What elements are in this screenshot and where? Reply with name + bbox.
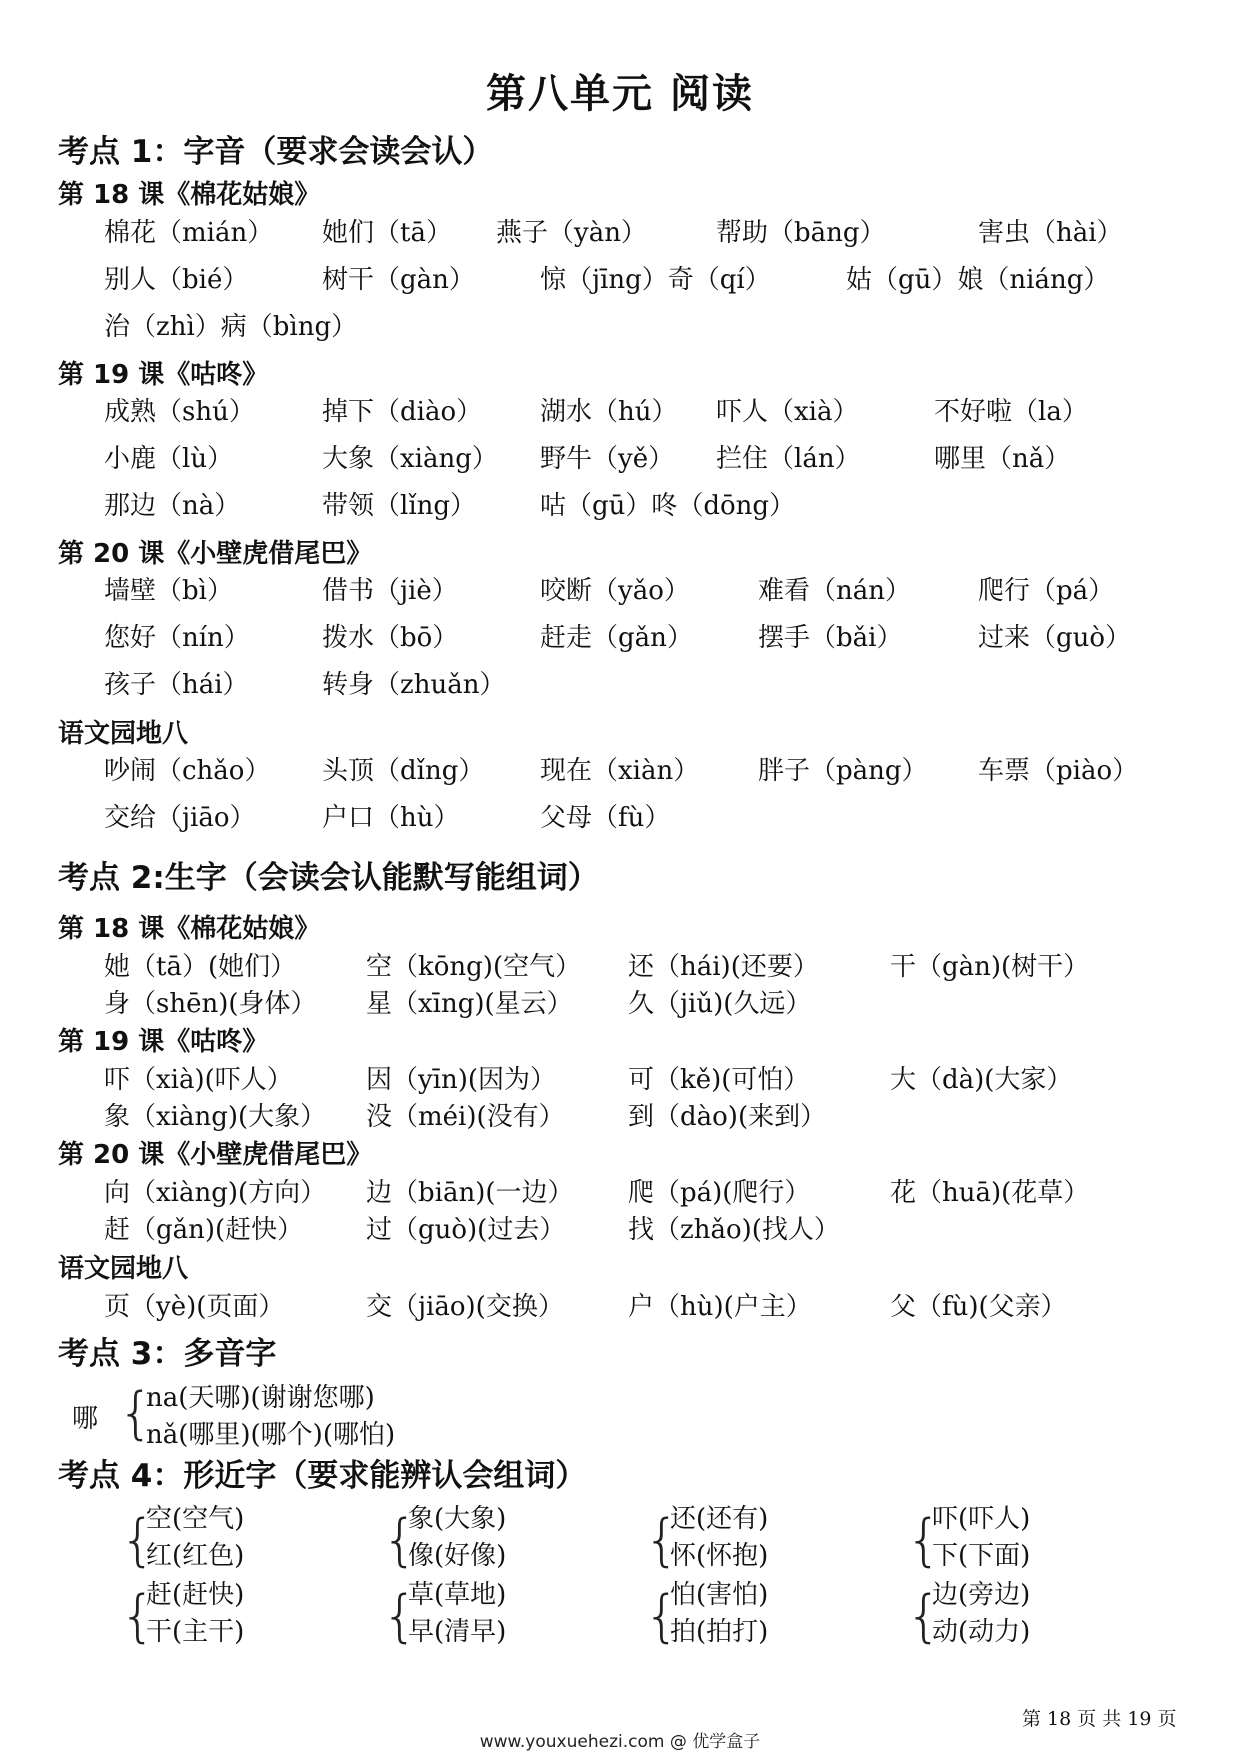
word-entry: 孩子（hái） (104, 670, 249, 700)
word-entry: 惊（jīng）奇（qí） (540, 265, 771, 295)
brace-icon: { (644, 1508, 680, 1573)
char-entry: 象（xiàng)(大象） (104, 1102, 327, 1132)
word-entry: 姑（gū）娘（niáng） (846, 265, 1110, 295)
lesson-heading-18: 第 18 课《棉花姑娘》 (58, 180, 321, 210)
word-entry: 咕（gū）咚（dōng） (540, 491, 796, 521)
word-entry: 害虫（hài） (978, 218, 1123, 248)
similar-char: 早(清早) (408, 1617, 507, 1647)
word-entry: 拦住（lán） (716, 444, 861, 474)
similar-char: 空(空气) (146, 1504, 245, 1534)
char-entry: 还（hái)(还要） (628, 952, 819, 982)
brace-icon: { (906, 1584, 942, 1649)
similar-char: 怀(怀抱) (670, 1541, 769, 1571)
similar-char: 下(下面) (932, 1541, 1031, 1571)
similar-char: 红(红色) (146, 1541, 245, 1571)
word-entry: 那边（nà） (104, 491, 241, 521)
brace-icon: { (906, 1508, 942, 1573)
word-entry: 咬断（yǎo） (540, 576, 690, 606)
char-entry: 花（huā)(花草） (890, 1178, 1090, 1208)
word-entry: 借书（jiè） (322, 576, 458, 606)
char-entry: 空（kōng)(空气） (366, 952, 582, 982)
word-entry: 大象（xiàng） (322, 444, 498, 474)
char-entry: 爬（pá)(爬行） (628, 1178, 811, 1208)
section-heading-2: 考点 2:生字（会读会认能默写能组词） (58, 860, 599, 896)
char-entry: 大（dà)(大家） (890, 1065, 1073, 1095)
char-entry: 页（yè)(页面） (104, 1292, 285, 1322)
section-heading-3: 考点 3：多音字 (58, 1336, 277, 1372)
char-entry: 星（xīng)(星云） (366, 989, 573, 1019)
polyphonic-char: 哪 (72, 1404, 99, 1434)
page-title: 第八单元 阅读 (486, 71, 754, 117)
brace-icon: { (644, 1584, 680, 1649)
brace-icon: { (382, 1584, 418, 1649)
lesson-heading-20b: 第 20 课《小壁虎借尾巴》 (58, 1140, 373, 1170)
word-entry: 带领（lǐng） (322, 491, 477, 521)
char-entry: 因（yīn)(因为） (366, 1065, 557, 1095)
similar-char: 象(大象) (408, 1504, 507, 1534)
char-entry: 身（shēn)(身体） (104, 989, 317, 1019)
word-entry: 帮助（bāng） (716, 218, 886, 248)
brace-icon: { (120, 1508, 156, 1573)
char-entry: 她（tā）(她们） (104, 952, 297, 982)
brace-icon: { (120, 1584, 156, 1649)
brace-icon: { (382, 1508, 418, 1573)
word-entry: 她们（tā） (322, 218, 452, 248)
char-entry: 干（gàn)(树干） (890, 952, 1090, 982)
char-entry: 户（hù)(户主） (628, 1292, 812, 1322)
char-entry: 找（zhǎo)(找人） (628, 1215, 840, 1245)
polyphonic-reading: nǎ(哪里)(哪个)(哪怕) (146, 1420, 396, 1450)
char-entry: 没（méi)(没有） (366, 1102, 565, 1132)
word-entry: 父母（fù） (540, 803, 671, 833)
similar-char: 草(草地) (408, 1580, 507, 1610)
similar-char: 怕(害怕) (670, 1580, 769, 1610)
word-entry: 头顶（dǐng） (322, 756, 485, 786)
word-entry: 不好啦（la） (934, 397, 1088, 427)
site-watermark: www.youxuehezi.com @ 优学盒子 (479, 1732, 761, 1752)
lesson-heading-19: 第 19 课《咕咚》 (58, 360, 269, 390)
word-entry: 胖子（pàng） (758, 756, 928, 786)
similar-char: 干(主干) (146, 1617, 245, 1647)
lesson-heading-18b: 第 18 课《棉花姑娘》 (58, 914, 321, 944)
word-entry: 燕子（yàn） (496, 218, 647, 248)
lesson-heading-19b: 第 19 课《咕咚》 (58, 1027, 269, 1057)
similar-char: 边(旁边) (932, 1580, 1031, 1610)
page-number: 第 18 页 共 19 页 (1022, 1708, 1177, 1730)
similar-char: 拍(拍打) (670, 1617, 769, 1647)
word-entry: 野牛（yě） (540, 444, 675, 474)
lesson-heading-20: 第 20 课《小壁虎借尾巴》 (58, 539, 373, 569)
brace-icon: { (118, 1381, 154, 1446)
char-entry: 赶（gǎn)(赶快） (104, 1215, 304, 1245)
word-entry: 爬行（pá） (978, 576, 1115, 606)
word-entry: 赶走（gǎn） (540, 623, 693, 653)
similar-char: 赶(赶快) (146, 1580, 245, 1610)
word-entry: 棉花（mián） (104, 218, 274, 248)
word-entry: 湖水（hú） (540, 397, 678, 427)
lesson-heading-yuwen: 语文园地八 (58, 719, 189, 749)
word-entry: 您好（nín） (104, 623, 250, 653)
similar-char: 像(好像) (408, 1541, 507, 1571)
char-entry: 久（jiǔ)(久远） (628, 989, 812, 1019)
lesson-heading-yuwen-b: 语文园地八 (58, 1254, 189, 1284)
word-entry: 哪里（nǎ） (934, 444, 1071, 474)
word-entry: 墙壁（bì） (104, 576, 233, 606)
char-entry: 父（fù)(父亲） (890, 1292, 1067, 1322)
char-entry: 吓（xià)(吓人） (104, 1065, 293, 1095)
word-entry: 小鹿（lù） (104, 444, 234, 474)
similar-char: 吓(吓人) (932, 1504, 1031, 1534)
word-entry: 治（zhì）病（bìng） (104, 312, 358, 342)
word-entry: 吓人（xià） (716, 397, 859, 427)
char-entry: 向（xiàng)(方向） (104, 1178, 327, 1208)
char-entry: 过（guò)(过去） (366, 1215, 566, 1245)
word-entry: 转身（zhuǎn） (322, 670, 506, 700)
char-entry: 边（biān)(一边） (366, 1178, 574, 1208)
word-entry: 拨水（bō） (322, 623, 459, 653)
polyphonic-reading: na(天哪)(谢谢您哪) (146, 1383, 375, 1413)
char-entry: 到（dào)(来到） (628, 1102, 827, 1132)
word-entry: 成熟（shú） (104, 397, 255, 427)
char-entry: 交（jiāo)(交换） (366, 1292, 564, 1322)
similar-char: 还(还有) (670, 1504, 769, 1534)
word-entry: 户口（hù） (322, 803, 460, 833)
word-entry: 现在（xiàn） (540, 756, 700, 786)
word-entry: 难看（nán） (758, 576, 911, 606)
word-entry: 掉下（diào） (322, 397, 483, 427)
section-heading-1: 考点 1：字音（要求会读会认） (58, 134, 494, 170)
word-entry: 摆手（bǎi） (758, 623, 903, 653)
word-entry: 车票（piào） (978, 756, 1139, 786)
word-entry: 别人（bié） (104, 265, 249, 295)
word-entry: 过来（guò） (978, 623, 1132, 653)
word-entry: 吵闹（chǎo） (104, 756, 271, 786)
word-entry: 交给（jiāo） (104, 803, 256, 833)
similar-char: 动(动力) (932, 1617, 1031, 1647)
word-entry: 树干（gàn） (322, 265, 475, 295)
char-entry: 可（kě)(可怕） (628, 1065, 810, 1095)
section-heading-4: 考点 4：形近字（要求能辨认会组词） (58, 1458, 587, 1494)
